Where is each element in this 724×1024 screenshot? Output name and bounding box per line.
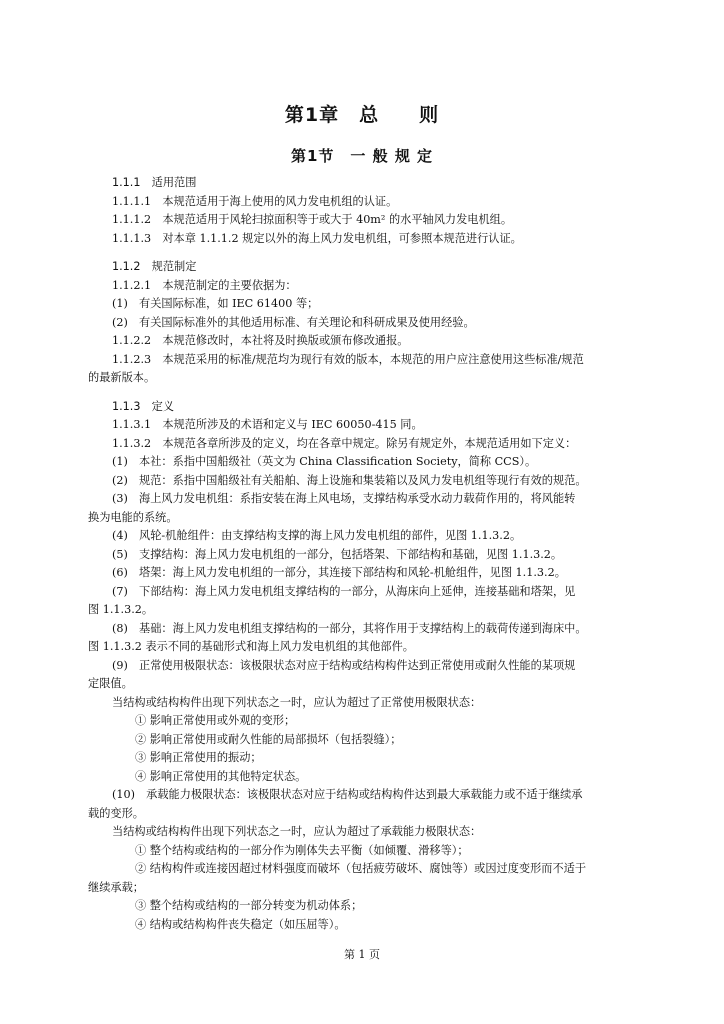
clause-1-1-1-2: 1.1.1.2 本规范适用于风轮扫掠面积等于或大于 40m² 的水平轴风力发电机组。 <box>112 213 513 226</box>
clause-1-1-2-2: 1.1.2.2 本规范修改时，本社将及时换版或颁布修改通报。 <box>112 334 409 347</box>
sub-list-item: ① 影响正常使用或外观的变形； <box>135 714 296 727</box>
heading-1-1-3: 1.1.3 定义 <box>112 399 175 413</box>
definition-item: (6) 塔架：海上风力发电机组的一部分，其连接下部结构和风轮-机舱组件，见图 1.1.3.2。 <box>112 566 566 579</box>
sub-list-item: ③ 整个结构或结构的一部分转变为机动体系； <box>135 899 363 912</box>
heading-1-1-2: 1.1.2 规范制定 <box>112 260 197 273</box>
definition-item-cont: 载的变形。 <box>88 806 144 820</box>
list-item: (2) 有关国际标准外的其他适用标准、有关理论和科研成果及使用经验。 <box>112 315 475 329</box>
sub-list-item: ① 整个结构或结构的一部分作为刚体失去平衡（如倾覆、滑移等）； <box>135 843 469 857</box>
definition-item: (3) 海上风力发电机组：系指安装在海上风电场，支撑结构承受水动力载荷作用的，将风能转 <box>112 492 576 505</box>
sub-list-item: ④ 影响正常使用的其他特定状态。 <box>135 769 307 783</box>
paragraph: 当结构或结构构件出现下列状态之一时，应认为超过了承载能力极限状态： <box>112 825 482 838</box>
paragraph: 当结构或结构构件出现下列状态之一时，应认为超过了正常使用极限状态： <box>112 695 482 709</box>
sub-list-item: ② 结构构件或连接因超过材料强度而破坏（包括疲劳破坏、腐蚀等）或因过度变形而不适于 <box>135 862 587 875</box>
clause-1-1-1-3: 1.1.1.3 对本章 1.1.1.2 规定以外的海上风力发电机组，可参照本规范进行认证。 <box>112 231 522 245</box>
clause-1-1-2-3-cont: 的最新版本。 <box>88 371 156 384</box>
definition-item: (2) 规范：系指中国船级社有关船舶、海上设施和集装箱以及风力发电机组等现行有效的规范。 <box>112 473 587 487</box>
definition-item-cont: 换为电能的系统。 <box>88 510 178 524</box>
chapter-title: 第1章 总 则 <box>284 104 440 126</box>
definition-item: (7) 下部结构：海上风力发电机组支撑结构的一部分，从海床向上延伸，连接基础和塔架，见 <box>112 584 576 598</box>
body-text <box>88 174 648 934</box>
sub-list-item: ② 影响正常使用或耐久性能的局部损坏（包括裂缝）； <box>135 732 402 746</box>
definition-item-cont: 图 1.1.3.2。 <box>88 603 154 616</box>
definition-item: (9) 正常使用极限状态：该极限状态对应于结构或结构构件达到正常使用或耐久性能的某项规 <box>112 658 576 672</box>
page-number: 第 1 页 <box>344 948 380 961</box>
definition-item-cont: 图 1.1.3.2 表示不同的基础形式和海上风力发电机组的其他部件。 <box>88 640 414 653</box>
definition-item: (5) 支撑结构：海上风力发电机组的一部分，包括塔架、下部结构和基础，见图 1.1.3.2。 <box>112 547 563 561</box>
clause-1-1-2-3: 1.1.2.3 本规范采用的标准/规范均为现行有效的版本，本规范的用户应注意使用这些标准/规范 <box>112 352 584 366</box>
clause-1-1-1-1: 1.1.1.1 本规范适用于海上使用的风力发电机组的认证。 <box>112 194 398 208</box>
sub-list-item: ③ 影响正常使用的振动； <box>135 751 262 764</box>
section-title: 第1节 一 般 规 定 <box>290 147 434 165</box>
definition-item: (10) 承载能力极限状态：该极限状态对应于结构或结构构件达到最大承载能力或不适于继续承 <box>112 788 583 801</box>
clause-1-1-3-2: 1.1.3.2 本规范各章所涉及的定义，均在各章中规定。除另有规定外，本规范适用如下定义： <box>112 436 577 450</box>
list-item: (1) 有关国际标准，如 IEC 61400 等； <box>112 297 319 310</box>
sub-list-item: ④ 结构或结构构件丧失稳定（如压屈等）。 <box>135 917 346 931</box>
definition-item: (8) 基础：海上风力发电机组支撑结构的一部分，其将作用于支撑结构上的载荷传递到海床中。 <box>112 621 587 635</box>
clause-1-1-2-1: 1.1.2.1 本规范制定的主要依据为： <box>112 278 297 292</box>
definition-item-cont: 定限值。 <box>88 677 133 690</box>
clause-1-1-3-1: 1.1.3.1 本规范所涉及的术语和定义与 IEC 60050-415 同。 <box>112 418 423 431</box>
definition-item: (4) 风轮-机舱组件：由支撑结构支撑的海上风力发电机组的部件，见图 1.1.3.2。 <box>112 529 522 542</box>
heading-1-1-1: 1.1.1 适用范围 <box>112 176 197 189</box>
sub-list-item-cont: 继续承载； <box>88 880 144 894</box>
definition-item: (1) 本社：系指中国船级社（英文为 China Classification Society，简称 CCS）。 <box>112 455 537 468</box>
